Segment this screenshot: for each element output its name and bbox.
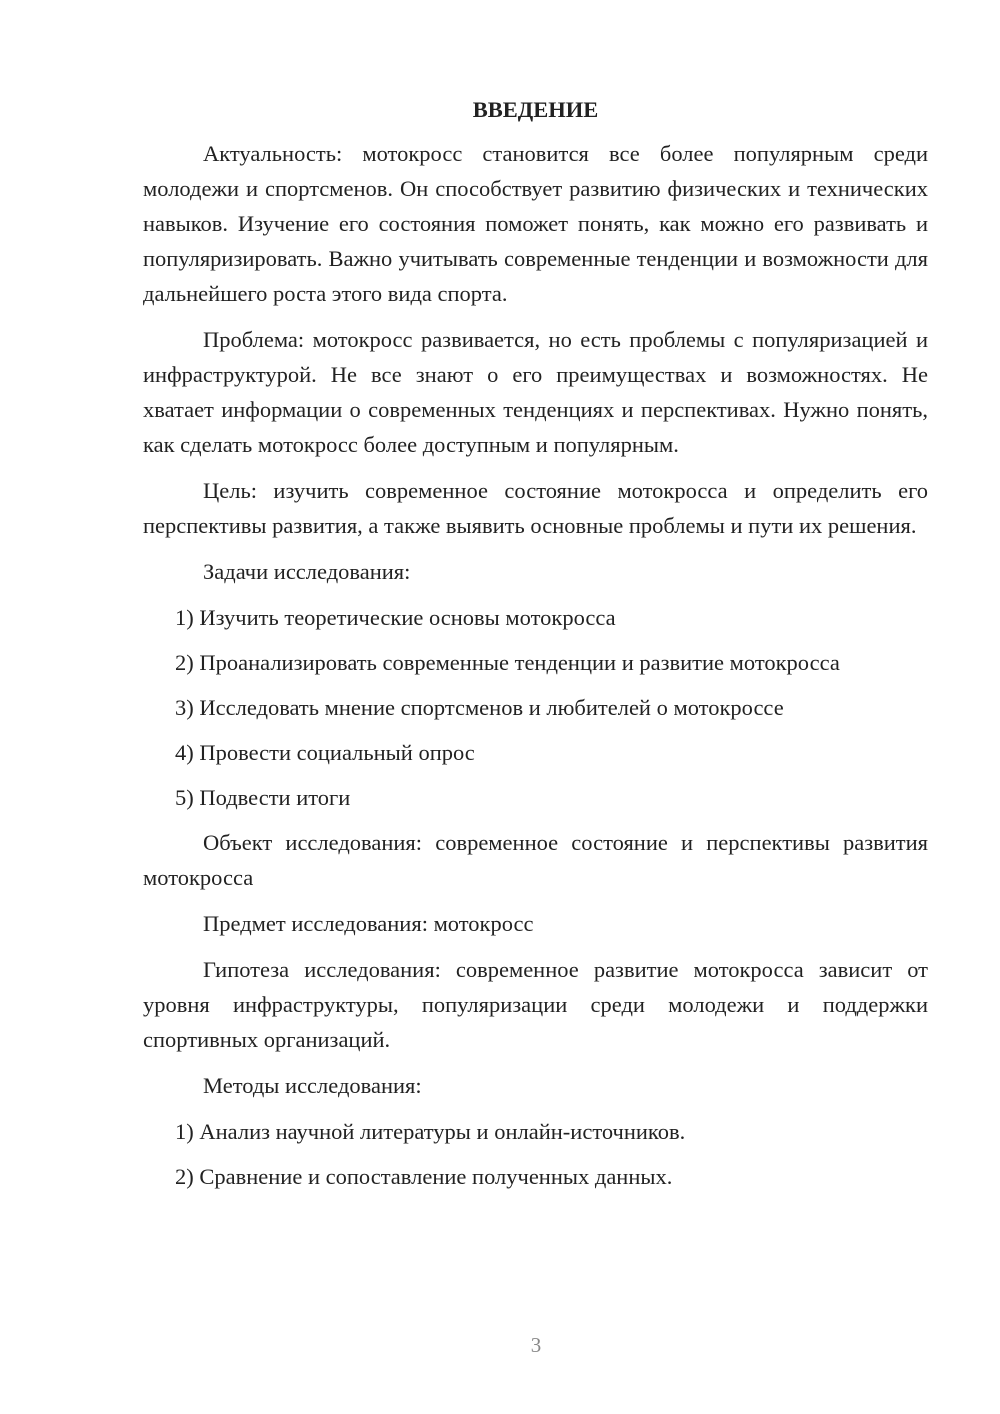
methods-list bbox=[143, 1114, 928, 1194]
list-item: 2) Сравнение и сопоставление полученных данных. bbox=[175, 1164, 673, 1189]
relevance-paragraph: Актуальность: мотокросс становится все более популярным среди молодежи и спортсменов. Он способствует развитию физических и технических навыков. Изучение его состояния поможет понять, как можно его развивать и популяризировать. Важно учитывать современные тенденции и возможности для дальнейшего роста этого вида спорта. bbox=[143, 141, 928, 306]
list-item: 5) Подвести итоги bbox=[175, 785, 351, 810]
list-item: 2) Проанализировать современные тенденции и развитие мотокросса bbox=[175, 650, 840, 675]
list-item: 3) Исследовать мнение спортсменов и любителей о мотокроссе bbox=[175, 695, 784, 720]
page-title: ВВЕДЕНИЕ bbox=[472, 97, 599, 122]
hypothesis-paragraph: Гипотеза исследования: современное развитие мотокросса зависит от уровня инфраструктуры, популяризации среди молодежи и поддержки спортивных организаций. bbox=[143, 957, 928, 1052]
object-paragraph: Объект исследования: современное состояние и перспективы развития мотокросса bbox=[143, 830, 928, 890]
list-item: 1) Изучить теоретические основы мотокросса bbox=[175, 605, 616, 630]
list-item: 1) Анализ научной литературы и онлайн-источников. bbox=[175, 1119, 686, 1144]
subject-paragraph: Предмет исследования: мотокросс bbox=[203, 911, 534, 936]
tasks-title: Задачи исследования: bbox=[203, 559, 411, 584]
page-number: 3 bbox=[530, 1333, 542, 1357]
page-content bbox=[143, 96, 928, 1204]
goal-paragraph: Цель: изучить современное состояние мотокросса и определить его перспективы развития, а также выявить основные проблемы и пути их решения. bbox=[143, 478, 928, 538]
list-item: 4) Провести социальный опрос bbox=[175, 740, 475, 765]
tasks-list bbox=[143, 600, 928, 815]
problem-paragraph: Проблема: мотокросс развивается, но есть проблемы с популяризацией и инфраструктурой. Не все знают о его преимуществах и возможностях. Не хватает информации о современных тенденциях и перспективах. Нужно понять, как сделать мотокросс более доступным и популярным. bbox=[143, 327, 928, 457]
methods-title: Методы исследования: bbox=[203, 1073, 422, 1098]
